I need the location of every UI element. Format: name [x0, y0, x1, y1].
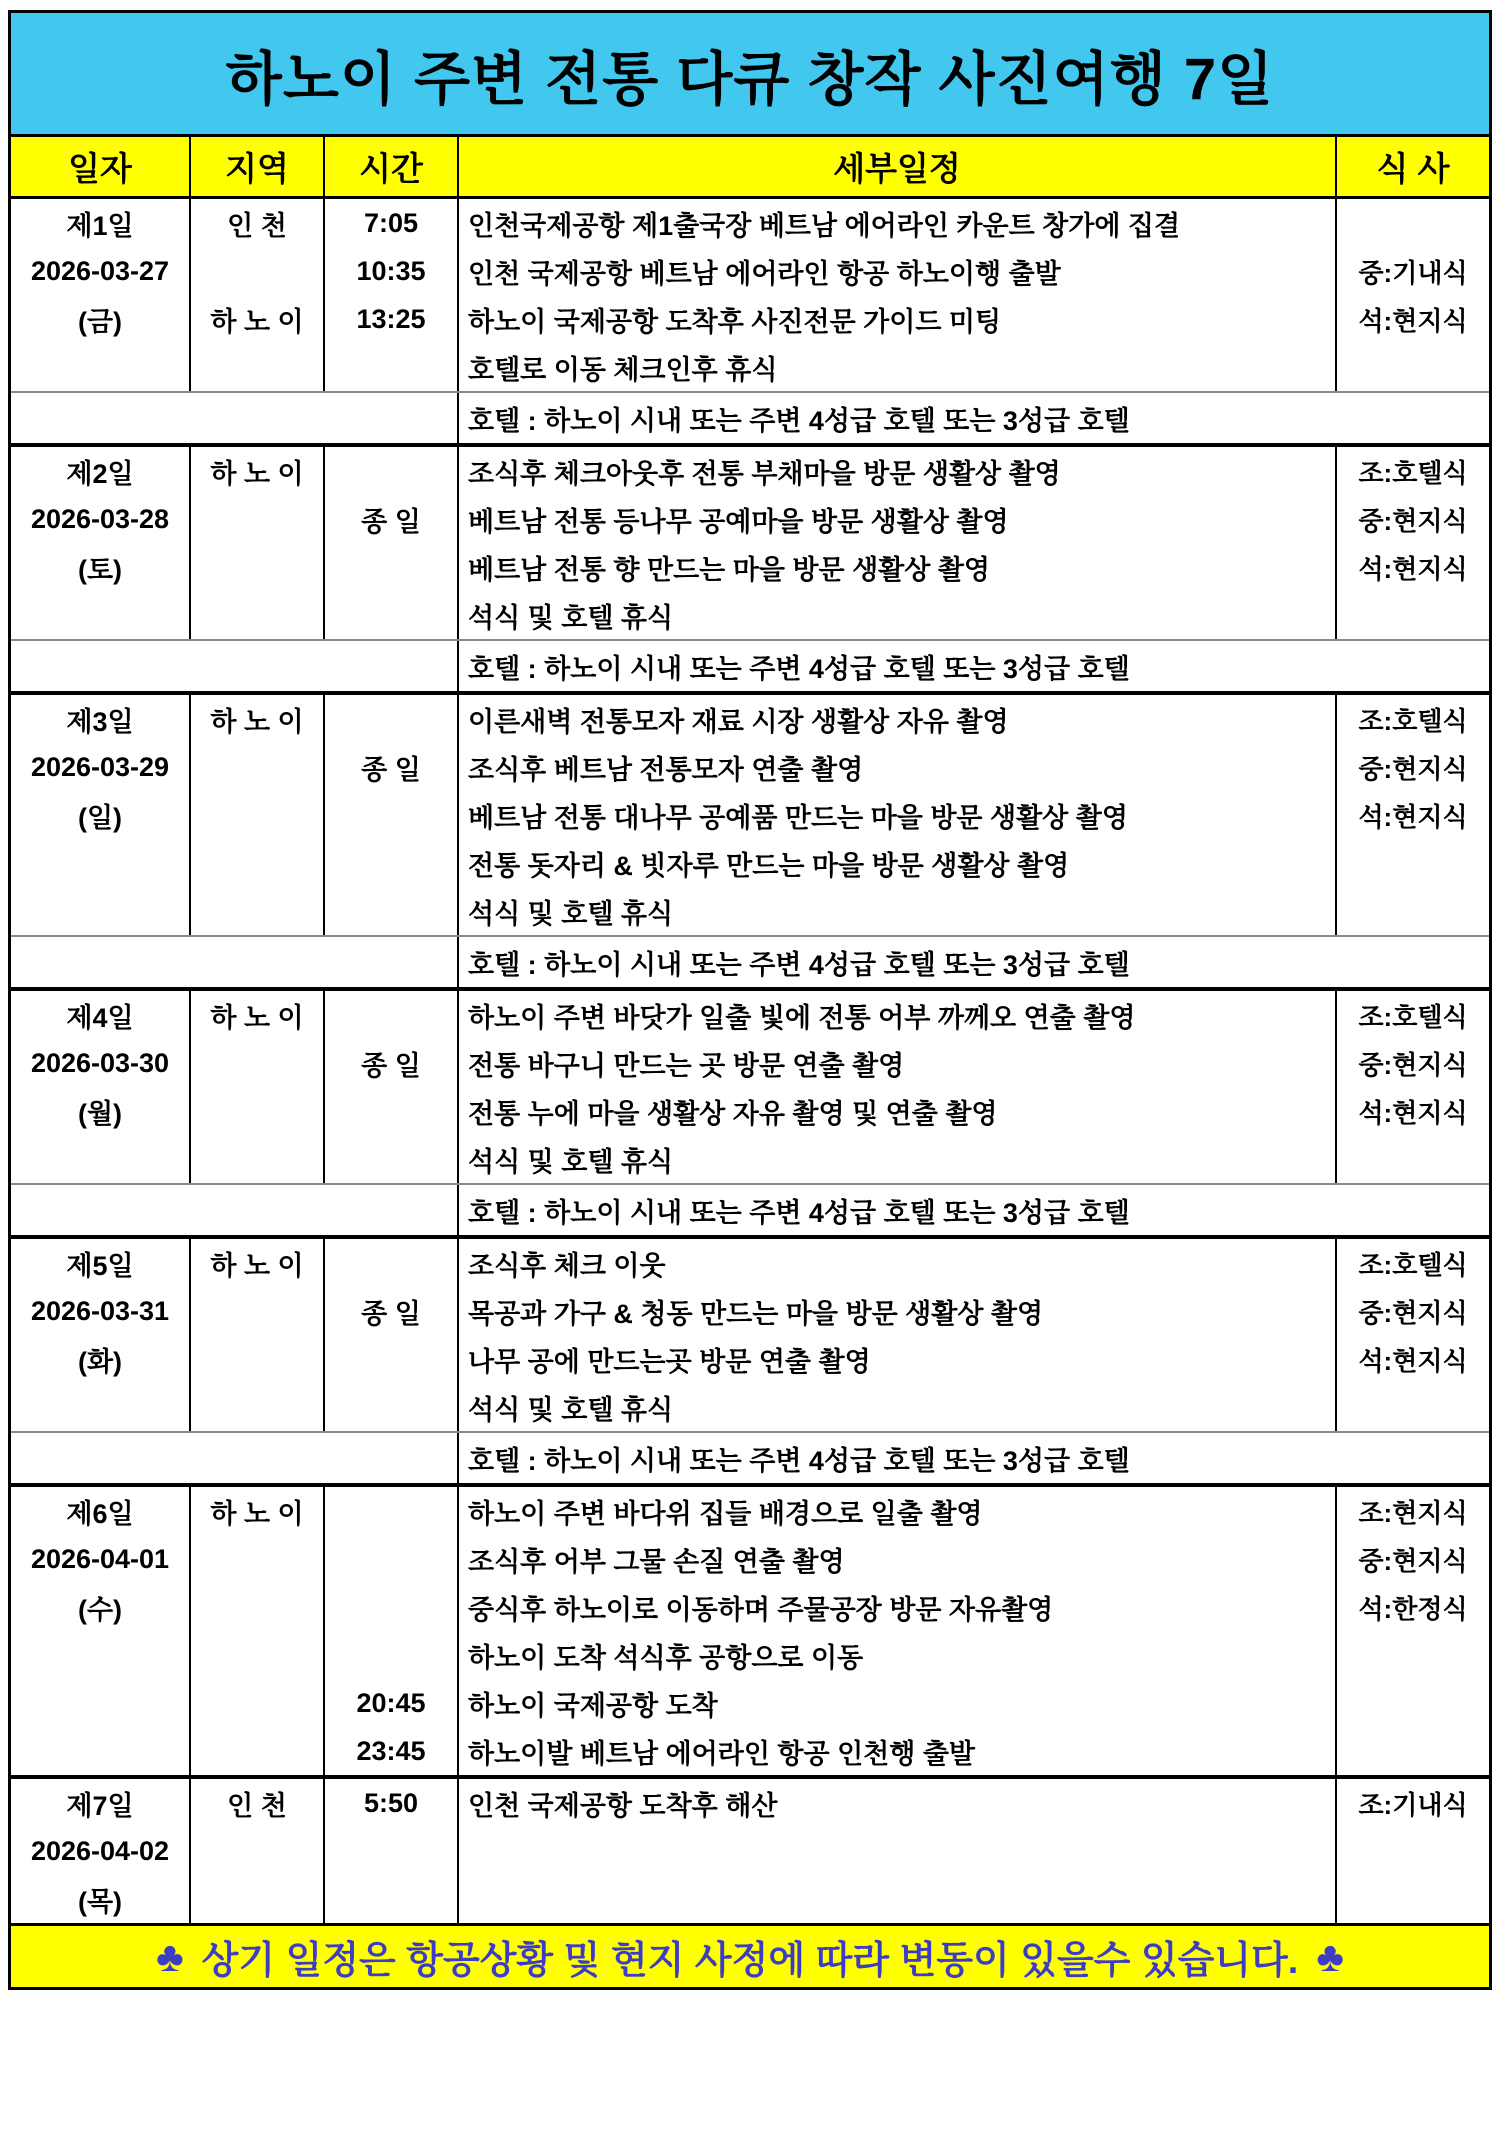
day-date: 2026-03-27	[30, 255, 170, 286]
meal-line: 중:현지식	[1358, 753, 1468, 784]
region-line	[191, 1535, 323, 1583]
region-line	[191, 1875, 323, 1923]
time-cell	[325, 1239, 459, 1431]
meal-cell	[1337, 1779, 1489, 1923]
table-header-row	[11, 137, 1489, 199]
region-line	[191, 791, 323, 839]
region-line	[191, 1727, 323, 1775]
schedule-line	[459, 1875, 1335, 1923]
schedule-cell	[459, 1779, 1337, 1923]
page-title: 하노이 주변 전통 다큐 창작 사진여행 7일	[11, 13, 1489, 137]
region-line	[191, 1631, 323, 1679]
day-date: 2026-03-29	[30, 751, 170, 782]
time-cell	[325, 1779, 459, 1923]
time-line	[325, 447, 457, 495]
schedule-line: 하노이 도착 석식후 공항으로 이동	[468, 1642, 864, 1673]
schedule-cell	[459, 991, 1337, 1183]
schedule-line: 전통 바구니 만드는 곳 방문 연출 촬영	[468, 1050, 905, 1081]
schedule-line: 석식 및 호텔 휴식	[468, 602, 674, 633]
region-line	[191, 887, 323, 935]
time-line	[325, 1535, 457, 1583]
date-cell	[11, 1779, 191, 1923]
day-row-1	[11, 199, 1489, 391]
meal-line: 석:현지식	[1358, 553, 1468, 584]
time-cell	[325, 1487, 459, 1775]
hotel-row-empty-cell	[11, 937, 459, 987]
club-icon: ♣	[1316, 1932, 1344, 1980]
region-cell	[191, 447, 325, 639]
schedule-line: 베트남 전통 대나무 공예품 만드는 마을 방문 생활상 촬영	[468, 802, 1128, 833]
day-row-7	[11, 1779, 1489, 1923]
region-cell	[191, 991, 325, 1183]
day-row-2	[11, 447, 1489, 639]
meal-line: 석:현지식	[1358, 1345, 1468, 1376]
meal-cell	[1337, 695, 1489, 935]
hotel-row-empty-cell	[11, 1433, 459, 1483]
hotel-note: 호텔 : 하노이 시내 또는 주변 4성급 호텔 또는 3성급 호텔	[468, 653, 1130, 684]
schedule-line: 조식후 체크아웃후 전통 부채마을 방문 생활상 촬영	[468, 458, 1061, 489]
header-region: 지역	[191, 137, 325, 196]
schedule-line: 하노이 주변 바다위 집들 배경으로 일출 촬영	[468, 1498, 983, 1529]
day-row-5	[11, 1239, 1489, 1431]
header-time: 시간	[325, 137, 459, 196]
meal-line: 조:기내식	[1358, 1789, 1468, 1820]
region-line	[191, 543, 323, 591]
meal-line: 조:호텔식	[1358, 705, 1468, 736]
time-line: 13:25	[356, 303, 426, 334]
header-meal: 식 사	[1376, 150, 1450, 187]
schedule-line: 중식후 하노이로 이동하며 주물공장 방문 자유촬영	[468, 1594, 1054, 1625]
date-cell	[11, 991, 191, 1183]
region-line: 인 천	[227, 210, 287, 241]
time-line	[325, 1827, 457, 1875]
schedule-cell	[459, 199, 1337, 391]
hotel-row-3	[11, 935, 1489, 991]
time-line	[325, 1875, 457, 1923]
region-line: 하 노 이	[210, 1250, 304, 1281]
date-cell	[11, 1239, 191, 1431]
schedule-line: 하노이 국제공항 도착	[468, 1690, 718, 1721]
day-label: 제1일	[66, 210, 134, 241]
time-line: 종 일	[361, 1050, 421, 1081]
hotel-note: 호텔 : 하노이 시내 또는 주변 4성급 호텔 또는 3성급 호텔	[468, 1197, 1130, 1228]
meal-line: 석:한정식	[1358, 1593, 1468, 1624]
day-rows-container	[11, 199, 1489, 1923]
region-line: 하 노 이	[210, 706, 304, 737]
time-line: 종 일	[361, 1298, 421, 1329]
schedule-line: 하노이 주변 바닷가 일출 빛에 전통 어부 까께오 연출 촬영	[468, 1002, 1136, 1033]
time-line	[325, 791, 457, 839]
schedule-line: 나무 공에 만드는곳 방문 연출 촬영	[468, 1346, 871, 1377]
region-line	[191, 343, 323, 391]
time-line	[325, 543, 457, 591]
day-weekday: (일)	[77, 802, 123, 833]
hotel-row-4	[11, 1183, 1489, 1239]
meal-line: 중:현지식	[1358, 505, 1468, 536]
meal-line: 중:현지식	[1358, 1297, 1468, 1328]
schedule-line: 석식 및 호텔 휴식	[468, 1146, 674, 1177]
time-cell	[325, 447, 459, 639]
meal-cell	[1337, 1239, 1489, 1431]
meal-line	[1337, 1875, 1489, 1923]
meal-cell	[1337, 1487, 1489, 1775]
day-row-4	[11, 991, 1489, 1183]
schedule-line: 목공과 가구 & 청동 만드는 마을 방문 생활상 촬영	[468, 1298, 1044, 1329]
meal-line	[1337, 1679, 1489, 1727]
day-weekday: (목)	[77, 1886, 123, 1917]
region-cell	[191, 1239, 325, 1431]
time-line	[325, 1335, 457, 1383]
meal-line: 조:호텔식	[1358, 1001, 1468, 1032]
schedule-line: 석식 및 호텔 휴식	[468, 898, 674, 929]
day-row-3	[11, 695, 1489, 935]
schedule-line: 조식후 어부 그물 손질 연출 촬영	[468, 1546, 845, 1577]
schedule-line: 인천 국제공항 도착후 해산	[468, 1790, 778, 1821]
itinerary-table	[8, 10, 1492, 1990]
time-line: 종 일	[361, 754, 421, 785]
time-line: 7:05	[363, 207, 419, 238]
hotel-note: 호텔 : 하노이 시내 또는 주변 4성급 호텔 또는 3성급 호텔	[468, 405, 1130, 436]
meal-line: 조:현지식	[1358, 1497, 1468, 1528]
time-line	[325, 887, 457, 935]
time-line	[325, 591, 457, 639]
time-line: 5:50	[363, 1787, 419, 1818]
hotel-row-1	[11, 391, 1489, 447]
region-cell	[191, 1779, 325, 1923]
meal-line	[1337, 343, 1489, 391]
meal-line: 중:기내식	[1358, 257, 1468, 288]
schedule-line: 하노이 국제공항 도착후 사진전문 가이드 미팅	[468, 306, 1002, 337]
date-cell	[11, 1487, 191, 1775]
day-date: 2026-04-01	[30, 1543, 170, 1574]
meal-cell	[1337, 447, 1489, 639]
region-line	[191, 247, 323, 295]
meal-line	[1337, 1727, 1489, 1775]
region-line	[191, 1827, 323, 1875]
schedule-line: 인천국제공항 제1출국장 베트남 에어라인 카운트 창가에 집결	[468, 210, 1181, 241]
day-weekday: (수)	[77, 1594, 123, 1625]
schedule-line: 베트남 전통 향 만드는 마을 방문 생활상 촬영	[468, 554, 990, 585]
hotel-note: 호텔 : 하노이 시내 또는 주변 4성급 호텔 또는 3성급 호텔	[468, 1445, 1130, 1476]
region-line	[191, 839, 323, 887]
meal-line	[1337, 199, 1489, 247]
schedule-line: 베트남 전통 등나무 공예마을 방문 생활상 촬영	[468, 506, 1009, 537]
region-line	[191, 1087, 323, 1135]
schedule-line: 전통 누에 마을 생활상 자유 촬영 및 연출 촬영	[468, 1098, 998, 1129]
meal-line: 석:현지식	[1358, 1097, 1468, 1128]
time-line	[325, 1135, 457, 1183]
meal-line: 조:호텔식	[1358, 457, 1468, 488]
time-line	[325, 1239, 457, 1287]
region-line	[191, 1679, 323, 1727]
day-weekday: (토)	[77, 554, 123, 585]
day-label: 제5일	[66, 1250, 134, 1281]
time-line: 종 일	[361, 506, 421, 537]
meal-line: 중:현지식	[1358, 1545, 1468, 1576]
day-date: 2026-03-30	[30, 1047, 170, 1078]
schedule-line: 이른새벽 전통모자 재료 시장 생활상 자유 촬영	[468, 706, 1009, 737]
meal-cell	[1337, 991, 1489, 1183]
day-weekday: (금)	[77, 306, 123, 337]
meal-line	[1337, 887, 1489, 935]
region-line: 하 노 이	[210, 458, 304, 489]
day-label: 제6일	[66, 1498, 134, 1529]
hotel-row-empty-cell	[11, 393, 459, 443]
time-line	[325, 1087, 457, 1135]
hotel-row-5	[11, 1431, 1489, 1487]
time-cell	[325, 991, 459, 1183]
region-line	[191, 1335, 323, 1383]
region-line	[191, 1583, 323, 1631]
footer-text: 상기 일정은 항공상황 및 현지 사정에 따라 변동이 있을수 있습니다.	[201, 1940, 1299, 1982]
time-line	[325, 1583, 457, 1631]
meal-line	[1337, 591, 1489, 639]
schedule-line: 인천 국제공항 베트남 에어라인 항공 하노이행 출발	[468, 258, 1061, 289]
time-line	[325, 695, 457, 743]
schedule-line: 호텔로 이동 체크인후 휴식	[468, 354, 778, 385]
region-line	[191, 1135, 323, 1183]
meal-line: 중:현지식	[1358, 1049, 1468, 1080]
day-date: 2026-03-28	[30, 503, 170, 534]
schedule-line: 하노이발 베트남 에어라인 항공 인천행 출발	[468, 1738, 975, 1769]
region-cell	[191, 199, 325, 391]
time-cell	[325, 199, 459, 391]
hotel-note: 호텔 : 하노이 시내 또는 주변 4성급 호텔 또는 3성급 호텔	[468, 949, 1130, 980]
schedule-cell	[459, 447, 1337, 639]
schedule-line: 조식후 베트남 전통모자 연출 촬영	[468, 754, 864, 785]
time-line: 20:45	[356, 1687, 426, 1718]
region-line	[191, 1039, 323, 1087]
region-line: 하 노 이	[210, 306, 304, 337]
meal-line	[1337, 839, 1489, 887]
footer-note	[11, 1923, 1489, 1987]
time-line	[325, 839, 457, 887]
meal-line: 석:현지식	[1358, 801, 1468, 832]
day-date: 2026-04-02	[30, 1835, 170, 1866]
time-line	[325, 1487, 457, 1535]
schedule-cell	[459, 1239, 1337, 1431]
schedule-line: 전통 돗자리 & 빗자루 만드는 마을 방문 생활상 촬영	[468, 850, 1070, 881]
club-icon: ♣	[156, 1932, 184, 1980]
time-line: 23:45	[356, 1735, 426, 1766]
meal-line: 석:현지식	[1358, 305, 1468, 336]
meal-line	[1337, 1631, 1489, 1679]
date-cell	[11, 447, 191, 639]
region-line: 하 노 이	[210, 1498, 304, 1529]
region-line: 인 천	[227, 1790, 287, 1821]
meal-line	[1337, 1383, 1489, 1431]
meal-line: 조:호텔식	[1358, 1249, 1468, 1280]
time-line	[325, 1631, 457, 1679]
region-cell	[191, 1487, 325, 1775]
date-cell	[11, 199, 191, 391]
region-line	[191, 1383, 323, 1431]
day-label: 제3일	[66, 706, 134, 737]
time-line	[325, 991, 457, 1039]
day-weekday: (화)	[77, 1346, 123, 1377]
date-cell	[11, 695, 191, 935]
hotel-row-empty-cell	[11, 641, 459, 691]
schedule-cell	[459, 695, 1337, 935]
region-cell	[191, 695, 325, 935]
meal-line	[1337, 1827, 1489, 1875]
meal-cell	[1337, 199, 1489, 391]
time-line	[325, 343, 457, 391]
header-schedule: 세부일정	[459, 137, 1337, 196]
day-row-6	[11, 1487, 1489, 1779]
region-line	[191, 1287, 323, 1335]
day-label: 제7일	[66, 1790, 134, 1821]
time-line	[325, 1383, 457, 1431]
region-line	[191, 495, 323, 543]
hotel-row-2	[11, 639, 1489, 695]
schedule-line: 조식후 체크 이웃	[468, 1250, 666, 1281]
region-line	[191, 591, 323, 639]
schedule-cell	[459, 1487, 1337, 1775]
meal-line	[1337, 1135, 1489, 1183]
day-date: 2026-03-31	[30, 1295, 170, 1326]
schedule-line: 석식 및 호텔 휴식	[468, 1394, 674, 1425]
time-line: 10:35	[356, 255, 426, 286]
region-line: 하 노 이	[210, 1002, 304, 1033]
time-cell	[325, 695, 459, 935]
header-date: 일자	[11, 137, 191, 196]
hotel-row-empty-cell	[11, 1185, 459, 1235]
day-weekday: (월)	[77, 1098, 123, 1129]
day-label: 제4일	[66, 1002, 134, 1033]
region-line	[191, 743, 323, 791]
day-label: 제2일	[66, 458, 134, 489]
schedule-line	[459, 1827, 1335, 1875]
